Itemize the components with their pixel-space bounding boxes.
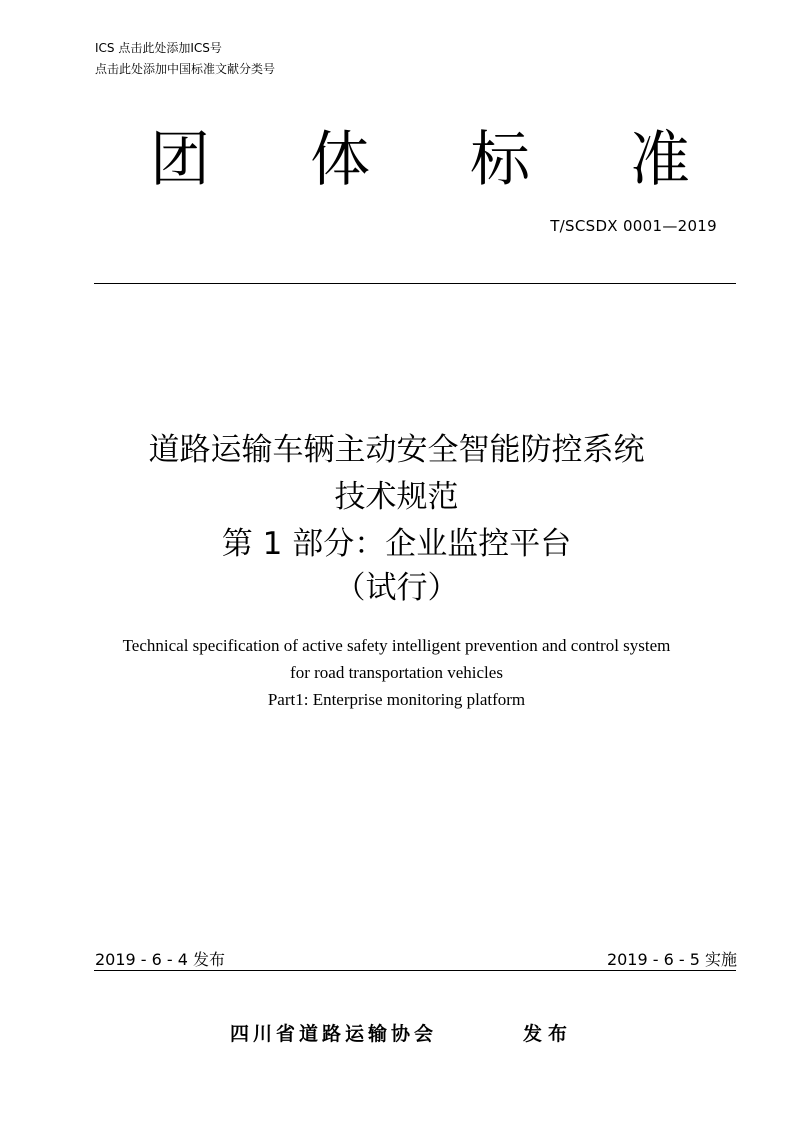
title-zh-line-3: 第 1 部分：企业监控平台 [221,526,572,562]
classification-code-placeholder: 点击此处添加中国标准文献分类号 [95,62,276,76]
title-zh-line-1: 道路运输车辆主动安全智能防控系统 [148,432,645,468]
title-zh-line-2: 技术规范 [334,479,459,515]
category-char-2: 体 [310,125,370,195]
title-en-line-3: Part1: Enterprise monitoring platform [267,690,526,709]
header-divider [94,283,736,284]
title-en-line-2: for road transportation vehicles [290,663,503,682]
category-char-1: 团 [150,125,210,195]
title-en-line-1: Technical specification of active safety intelligent prevention and control system [122,636,671,655]
category-char-3: 标 [470,125,530,195]
issuing-organization: 四川省道路运输协会 [230,1023,438,1045]
publish-date: 2019 - 6 - 4 发布 [95,950,226,969]
issue-label: 发布 [523,1023,574,1045]
category-char-4: 准 [630,125,690,195]
implement-date: 2019 - 6 - 5 实施 [606,950,737,969]
footer-divider [94,970,736,971]
standard-category-title [150,125,690,195]
standard-number: T/SCSDX 0001—2019 [550,217,717,235]
title-zh-line-4: （试行） [334,570,459,606]
ics-code-placeholder: ICS 点击此处添加ICS号 [95,41,222,55]
